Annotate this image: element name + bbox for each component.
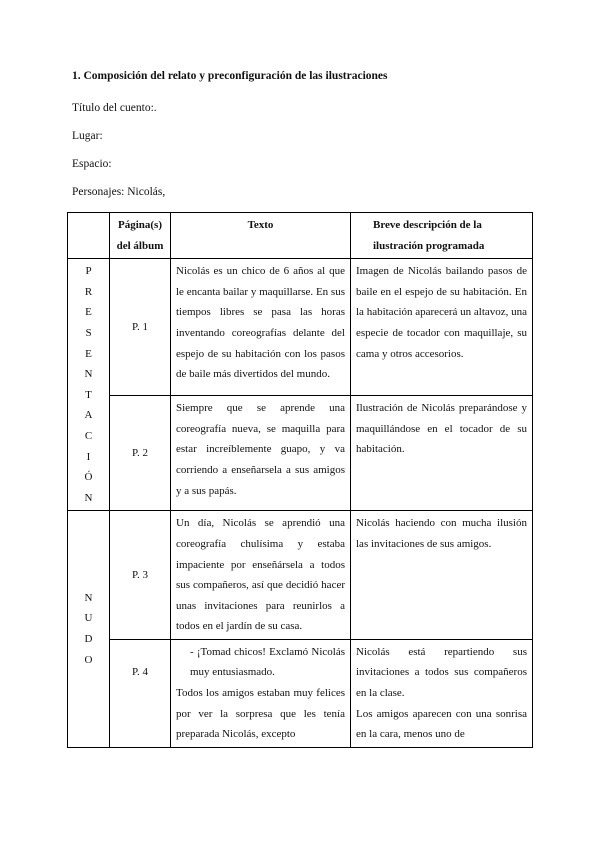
story-table — [67, 212, 533, 748]
space-field: Espacio: — [72, 158, 112, 170]
story-text-continuation: Todos los amigos estaban muy felices por ver la sorpresa que les tenía preparada Nicolás, excepto — [176, 687, 345, 741]
table-row — [68, 511, 533, 640]
table-header-row — [68, 213, 533, 259]
characters-field: Personajes: Nicolás, — [72, 186, 166, 198]
description-part-1: Nicolás está repartiendo sus invitaciones a todos sus compañeros en la clase. — [356, 645, 527, 700]
story-text: Un día, Nicolás se aprendió una coreografía chulísima y estaba impaciente por enseñársela a todos sus compañeros, así que decidió hacer unas invitaciones para reunirlos a todos en el jardín de su casa. — [171, 511, 351, 640]
table-row — [68, 259, 533, 396]
table-row — [68, 639, 533, 747]
place-field: Lugar: — [72, 130, 103, 142]
description-part-2: Los amigos aparecen con una sonrisa en la cara, menos uno de — [356, 707, 527, 741]
story-text: Siempre que se aprende una coreografía nueva, se maquilla para estar increíblemente guapo, y va corriendo a enseñarsela a sus amigos y a sus papás. — [171, 396, 351, 511]
section-nudo: N U D O — [68, 511, 110, 748]
story-title-field: Título del cuento:. — [72, 102, 157, 114]
header-description: Breve descripción de la ilustración programada — [351, 213, 533, 259]
story-text: Nicolás es un chico de 6 años al que le encanta bailar y maquillarse. En sus tiempos libres se pasa las horas inventando coreografías delante del espejo de su habitación con los pasos de baile más divertidos del mundo. — [171, 259, 351, 396]
dialogue-line: - ¡Tomad chicos! Exclamó Nicolás muy entusiasmado. — [190, 645, 345, 679]
story-text — [171, 639, 351, 747]
page-number: P. 4 — [110, 639, 171, 747]
header-page: Página(s) del álbum — [110, 213, 171, 259]
table-row — [68, 396, 533, 511]
page-number: P. 1 — [110, 259, 171, 396]
header-text: Texto — [171, 213, 351, 259]
illustration-description: Imagen de Nicolás bailando pasos de baile en el espejo de su habitación. En la habitación aparecerá un altavoz, una especie de tocador con maquillaje, su cama y otros accesorios. — [351, 259, 533, 396]
illustration-description — [351, 639, 533, 747]
page-number: P. 2 — [110, 396, 171, 511]
section-presentacion: P R E S E N T A C I Ó N — [68, 259, 110, 511]
section-heading: 1. Composición del relato y preconfiguración de las ilustraciones — [72, 70, 388, 82]
header-section — [68, 213, 110, 259]
page-number: P. 3 — [110, 511, 171, 640]
illustration-description: Nicolás haciendo con mucha ilusión las invitaciones de sus amigos. — [351, 511, 533, 640]
illustration-description: Ilustración de Nicolás preparándose y maquillándose en el tocador de su habitación. — [351, 396, 533, 511]
